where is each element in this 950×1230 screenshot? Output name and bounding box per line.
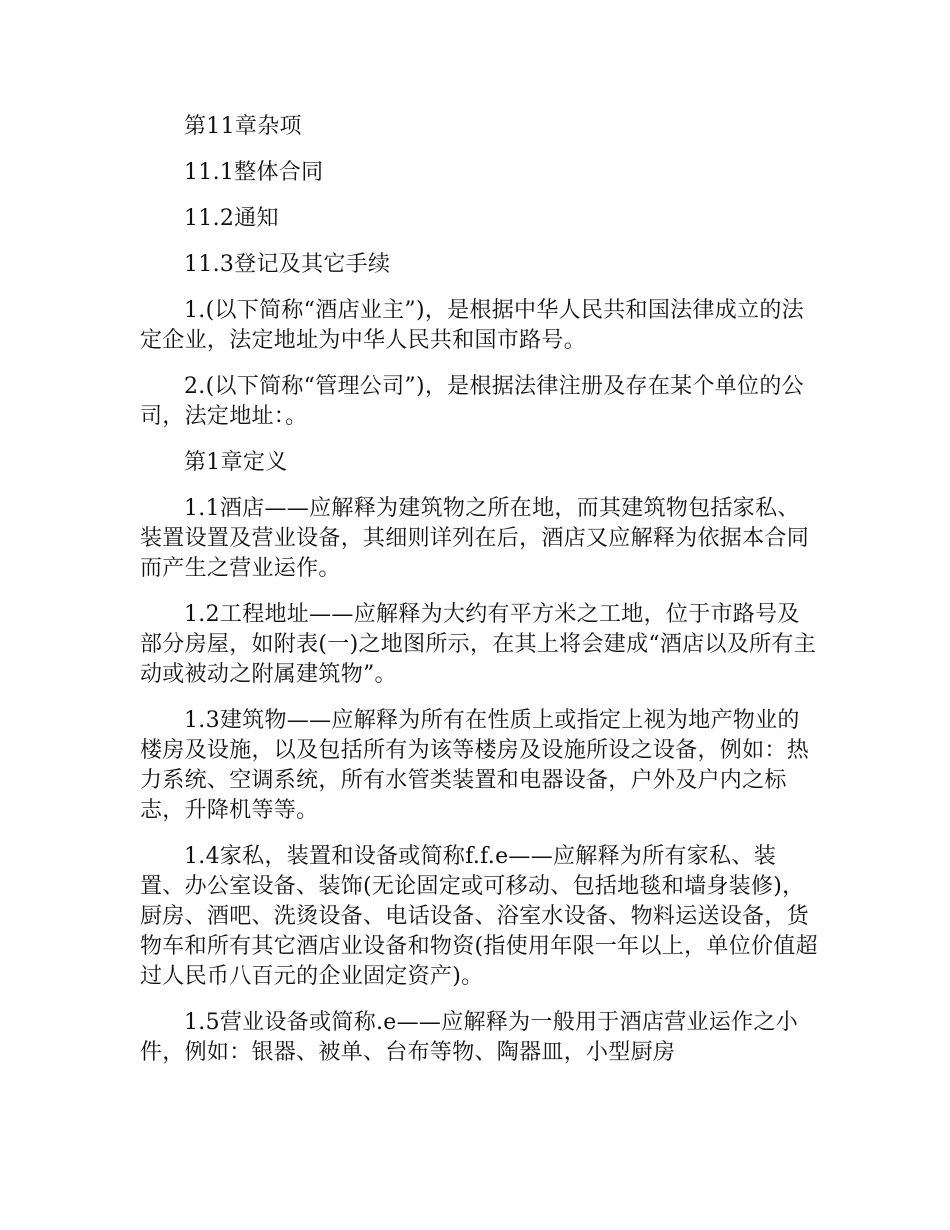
section-11-1: 11.1整体合同: [184, 160, 324, 185]
definition-1-2: 1.2工程地址——应解释为大约有平方米之工地，位于市路号及部分房屋，如附表(一)之地图所示，在其上将会建成“酒店以及所有主动或被动之附属建筑物”。: [140, 602, 817, 687]
chapter-11-title: 第11章杂项: [184, 114, 302, 139]
section-11-2: 11.2通知: [184, 206, 279, 231]
definition-1-1: 1.1酒店——应解释为建筑物之所在地，而其建筑物包括家私、装置设置及营业设备，其细则详列在后，酒店又应解释为依据本合同而产生之营业运作。: [140, 496, 810, 581]
section-11-3: 11.3登记及其它手续: [184, 252, 391, 277]
party-hotel-owner: 1.(以下简称“酒店业主”)，是根据中华人民共和国法律成立的法定企业，法定地址为中华人民共和国市路号。: [140, 298, 804, 353]
party-management-company: 2.(以下简称“管理公司”)，是根据法律注册及存在某个单位的公司，法定地址：。: [140, 374, 804, 429]
definition-1-5: 1.5营业设备或简称.e——应解释为一般用于酒店营业运作之小件，例如：银器、被单、台布等物、陶器皿，小型厨房: [140, 1010, 799, 1065]
document-body: [140, 112, 820, 1084]
definition-1-3: 1.3建筑物——应解释为所有在性质上或指定上视为地产物业的楼房及设施，以及包括所有为该等楼房及设施所设之设备，例如：热力系统、空调系统，所有水管类装置和电器设备，户外及户内之标志，升降机等等。: [140, 708, 810, 823]
chapter-1-title: 第1章定义: [184, 450, 288, 475]
definition-1-4: 1.4家私，装置和设备或简称f.f.e——应解释为所有家私、装置、办公室设备、装饰(无论固定或可移动、包括地毯和墙身装修)，厨房、酒吧、洗烫设备、电话设备、浴室水设备、物料运送设备，货物车和所有其它酒店业设备和物资(指使用年限一年以上，单位价值超过人民币八百元的企业固定资产)。: [140, 844, 818, 989]
